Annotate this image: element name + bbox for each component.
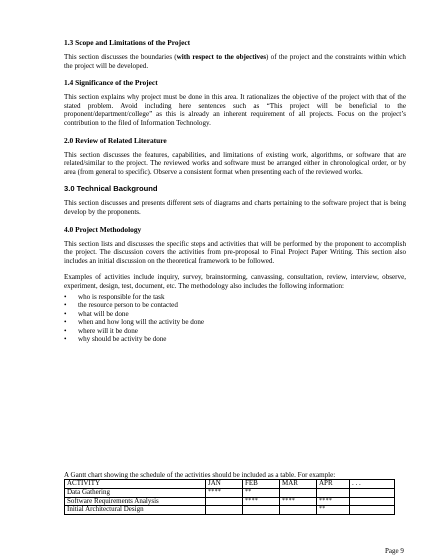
document-page <box>64 38 406 344</box>
header-cell: MAR <box>280 480 317 489</box>
table-cell <box>280 488 317 497</box>
header-cell: JAN <box>206 480 243 489</box>
table-row <box>65 488 395 497</box>
paragraph-review: This section discusses the features, capabilities, and limitations of existing work, algorithms, or software that are related/similar to the project. The reviewed works and software must be arranged either in chronological order, or by area (from general to specific). Observe a consistent format when presenting each of the reviewed works. <box>64 150 406 176</box>
heading-review: 2.0 Review of Related Literature <box>64 135 167 145</box>
table-cell <box>350 488 395 497</box>
header-cell: ACTIVITY <box>65 480 206 489</box>
list-item: • why should be activity be done <box>64 335 406 344</box>
table-cell: Initial Architectural Design <box>65 506 206 515</box>
table-cell <box>280 506 317 515</box>
list-item: • who is responsible for the task <box>64 293 406 302</box>
table-cell <box>350 497 395 506</box>
paragraph-technical: This section discusses and presents different sets of diagrams and charts pertaining to the software project that is being develop by the proponents. <box>64 199 406 216</box>
table-cell: **** <box>206 488 243 497</box>
bold-phrase: with respect to the objectives <box>176 53 267 61</box>
table-row <box>65 506 395 515</box>
list-item: • when and how long will the activity be done <box>64 318 406 327</box>
paragraph-significance: This section explains why project must be done in this area. It rationalizes the objective of the project with that of the stated problem. Avoid including here sentences such as “This project will be beneficial to the proponent/department/college” as this is already an inherent requirement of all projects. Focus on the project’s contribution to the filed of Information Technology. <box>64 93 406 127</box>
heading-scope: 1.3 Scope and Limitations of the Project <box>64 38 191 47</box>
list-item: • where will it be done <box>64 327 406 336</box>
table-cell <box>243 506 280 515</box>
heading-significance: 1.4 Significance of the Project <box>64 78 158 88</box>
gantt-table <box>64 479 395 515</box>
table-cell: **** <box>243 497 280 506</box>
header-cell: . . . <box>350 480 395 489</box>
header-cell: FEB <box>243 480 280 489</box>
gantt-intro: A Gantt chart showing the schedule of the activities should be included as a table. For example: <box>64 471 336 479</box>
table-cell: **** <box>280 497 317 506</box>
list-item: • what will be done <box>64 310 406 319</box>
table-cell: **** <box>317 497 350 506</box>
table-cell <box>206 497 243 506</box>
heading-technical: 3.0 Technical Background <box>64 184 158 194</box>
header-cell: APR <box>317 480 350 489</box>
table-cell <box>350 506 395 515</box>
table-cell <box>317 488 350 497</box>
table-cell: Software Requirements Analysis <box>65 497 206 506</box>
heading-methodology: 4.0 Project Methodology <box>64 224 142 234</box>
paragraph-scope: This section discusses the boundaries (with respect to the objectives) of the project and the constraints within which the project will be developed. <box>64 53 406 70</box>
table-cell <box>206 506 243 515</box>
list-item: • the resource person to be contacted <box>64 301 406 310</box>
table-cell: Data Gathering <box>65 488 206 497</box>
paragraph-methodology-2: Examples of activities include inquiry, survey, brainstorming, canvassing, consultation, review, interview, observe, experiment, design, test, document, etc. The methodology also includes the following information: <box>64 273 406 290</box>
table-cell: ** <box>317 506 350 515</box>
methodology-bullet-list <box>64 293 406 345</box>
table-cell: ** <box>243 488 280 497</box>
table-header-row <box>65 480 395 489</box>
paragraph-methodology-1: This section lists and discusses the specific steps and activities that will be performed by the proponent to accomplish the project. The discussion covers the activities from pre-proposal to Final Project Paper Writing. This section also includes an initial discussion on the theoretical framework to be followed. <box>64 239 406 265</box>
page-number: Page 9 <box>385 547 404 555</box>
